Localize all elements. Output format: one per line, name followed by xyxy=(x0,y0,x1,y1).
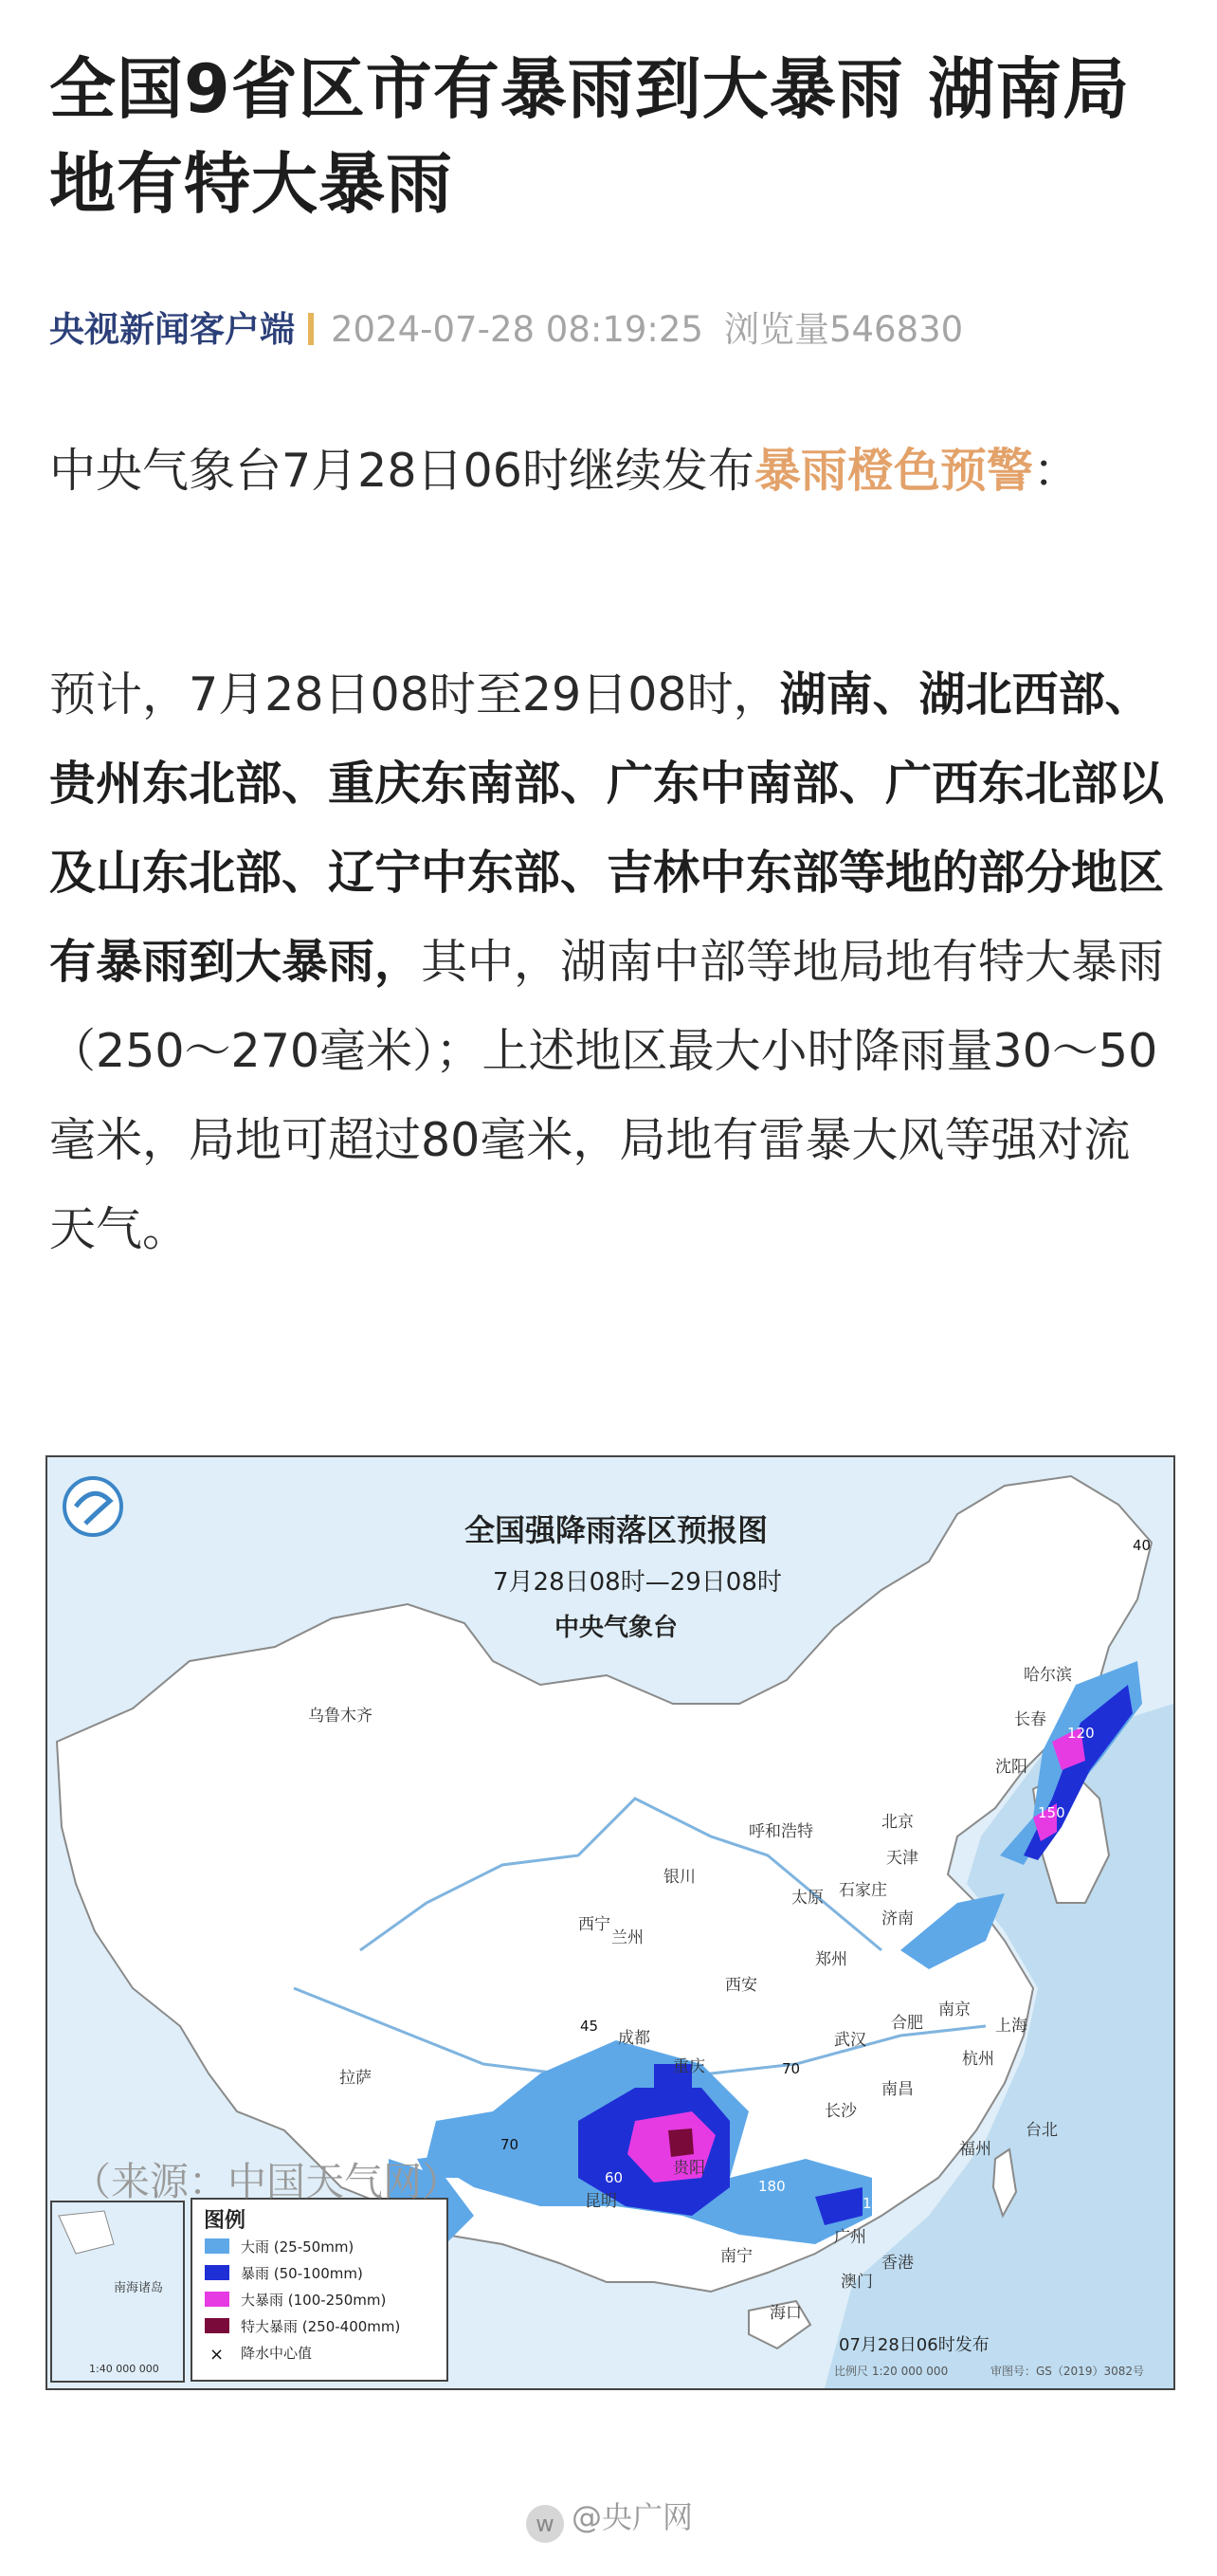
legend-item xyxy=(205,2238,354,2256)
legend-label: 降水中心值 xyxy=(241,2345,313,2362)
center-value: 70 xyxy=(782,2060,801,2077)
legend-swatch xyxy=(205,2292,229,2307)
city-nanchang: 南昌 xyxy=(881,2080,914,2098)
legend-label: 特大暴雨 (250-400mm) xyxy=(241,2318,401,2335)
city-kunming: 昆明 xyxy=(585,2192,617,2210)
city-changchun: 长春 xyxy=(1014,1710,1046,1728)
city-macau: 澳门 xyxy=(841,2273,873,2291)
map-approval-number: 审图号：GS（2019）3082号 xyxy=(990,2365,1144,2378)
map-legend xyxy=(191,2199,447,2381)
city-jinan: 济南 xyxy=(881,1909,914,1927)
article-title: 全国9省区市有暴雨到大暴雨 湖南局地有特大暴雨 xyxy=(49,50,1131,223)
city-hongkong: 香港 xyxy=(881,2254,914,2272)
city-hohhot: 呼和浩特 xyxy=(749,1822,813,1840)
city-xining: 西宁 xyxy=(578,1915,610,1933)
city-hefei: 合肥 xyxy=(891,2014,923,2032)
city-shenyang: 沈阳 xyxy=(995,1758,1027,1776)
map-period: 7月28日08时—29日08时 xyxy=(493,1568,782,1597)
city-haikou: 海口 xyxy=(770,2304,802,2322)
forecast-regions: 湖南、湖北西部、贵州东北部、重庆东南部、广东中南部、广西东北部以及山东北部、辽宁中东部、吉林中东部等地的部分地区有暴雨到大暴雨， xyxy=(49,667,1165,989)
center-value: 270 xyxy=(798,2144,826,2161)
city-lanzhou: 兰州 xyxy=(611,1928,644,1946)
legend-title: 图例 xyxy=(204,2209,246,2233)
publish-date: 2024-07-28 08:19:25 xyxy=(331,309,703,350)
inset-label: 南海诸岛 xyxy=(114,2281,164,2295)
city-guangzhou: 广州 xyxy=(834,2228,866,2246)
center-value: 180 xyxy=(758,2178,786,2195)
city-harbin: 哈尔滨 xyxy=(1024,1666,1072,1684)
city-wuhan: 武汉 xyxy=(834,2031,866,2049)
center-value: 80 xyxy=(642,2217,661,2234)
map-scale: 比例尺 1:20 000 000 xyxy=(834,2365,949,2378)
warning-level-link[interactable]: 暴雨橙色预警 xyxy=(754,444,1033,498)
legend-label: 大雨 (25-50mm) xyxy=(241,2238,354,2256)
legend-swatch xyxy=(205,2318,229,2333)
city-guiyang: 贵阳 xyxy=(673,2159,705,2177)
city-lhasa: 拉萨 xyxy=(339,2069,372,2087)
city-yinchuan: 银川 xyxy=(663,1868,696,1886)
source-caption: （来源：中国天气网） xyxy=(72,2159,461,2204)
paragraph-warning-tail: ： xyxy=(1032,444,1080,498)
rain-area-extreme-hunan xyxy=(668,2128,694,2157)
city-xian: 西安 xyxy=(725,1976,757,1994)
cma-logo-icon xyxy=(64,1478,121,1535)
city-nanjing: 南京 xyxy=(938,2001,971,2019)
city-tianjin: 天津 xyxy=(886,1849,918,1867)
city-zhengzhou: 郑州 xyxy=(815,1950,847,1968)
legend-item xyxy=(205,2265,363,2282)
weibo-icon: w xyxy=(526,2505,564,2543)
watermark-handle: @央广网 xyxy=(572,2499,694,2535)
forecast-lead: 预计，7月28日08时至29日08时， xyxy=(49,667,780,722)
paragraph-forecast xyxy=(49,650,1172,1274)
city-changsha: 长沙 xyxy=(825,2102,857,2120)
legend-swatch xyxy=(205,2238,229,2254)
map-canvas xyxy=(47,1457,1173,2388)
center-value: 45 xyxy=(580,2018,599,2035)
center-value: 150 xyxy=(1038,1804,1065,1821)
legend-swatch xyxy=(205,2265,229,2280)
paragraph-warning-lead: 中央气象台7月28日06时继续发布 xyxy=(49,444,754,498)
watermark xyxy=(526,2494,693,2543)
city-beijing: 北京 xyxy=(881,1813,914,1831)
center-value: 60 xyxy=(796,1996,815,2013)
city-urumqi: 乌鲁木齐 xyxy=(308,1707,372,1725)
paragraph-warning xyxy=(49,427,1172,516)
center-value: 60 xyxy=(605,2169,624,2186)
city-shijiazhuang: 石家庄 xyxy=(839,1881,887,1899)
city-hangzhou: 杭州 xyxy=(962,2050,994,2068)
map-agency: 中央气象台 xyxy=(554,1614,679,1642)
view-count: 浏览量546830 xyxy=(723,309,964,350)
city-shanghai: 上海 xyxy=(995,2017,1027,2035)
source-link[interactable]: 央视新闻客户端 xyxy=(49,309,295,350)
meta-divider xyxy=(308,313,314,345)
city-chongqing: 重庆 xyxy=(673,2057,705,2075)
center-value: 120 xyxy=(1067,1725,1095,1742)
legend-label: 暴雨 (50-100mm) xyxy=(241,2265,363,2282)
map-issued-time: 07月28日06时发布 xyxy=(839,2335,990,2355)
center-value: 40 xyxy=(1133,1537,1152,1554)
city-fuzhou: 福州 xyxy=(959,2140,991,2158)
legend-label: 大暴雨 (100-250mm) xyxy=(241,2292,387,2309)
forecast-detail: 其中，湖南中部等地局地有特大暴雨（250～270毫米）；上述地区最大小时降雨量30～50毫米，局地可超过80毫米，局地有雷暴大风等强对流天气。 xyxy=(49,935,1165,1256)
center-value: 150 xyxy=(863,2195,890,2212)
city-nanning: 南宁 xyxy=(720,2247,753,2265)
city-taiyuan: 太原 xyxy=(791,1889,824,1907)
legend-marker-icon: × xyxy=(209,2345,225,2365)
rainfall-forecast-map[interactable] xyxy=(45,1455,1175,2390)
city-taipei: 台北 xyxy=(1026,2121,1058,2139)
inset-scale: 1:40 000 000 xyxy=(89,2363,159,2375)
south-china-sea-inset xyxy=(51,2201,184,2382)
map-title: 全国强降雨落区预报图 xyxy=(464,1512,769,1548)
center-value: 70 xyxy=(500,2136,519,2153)
city-chengdu: 成都 xyxy=(618,2029,650,2047)
article-meta xyxy=(49,301,963,358)
